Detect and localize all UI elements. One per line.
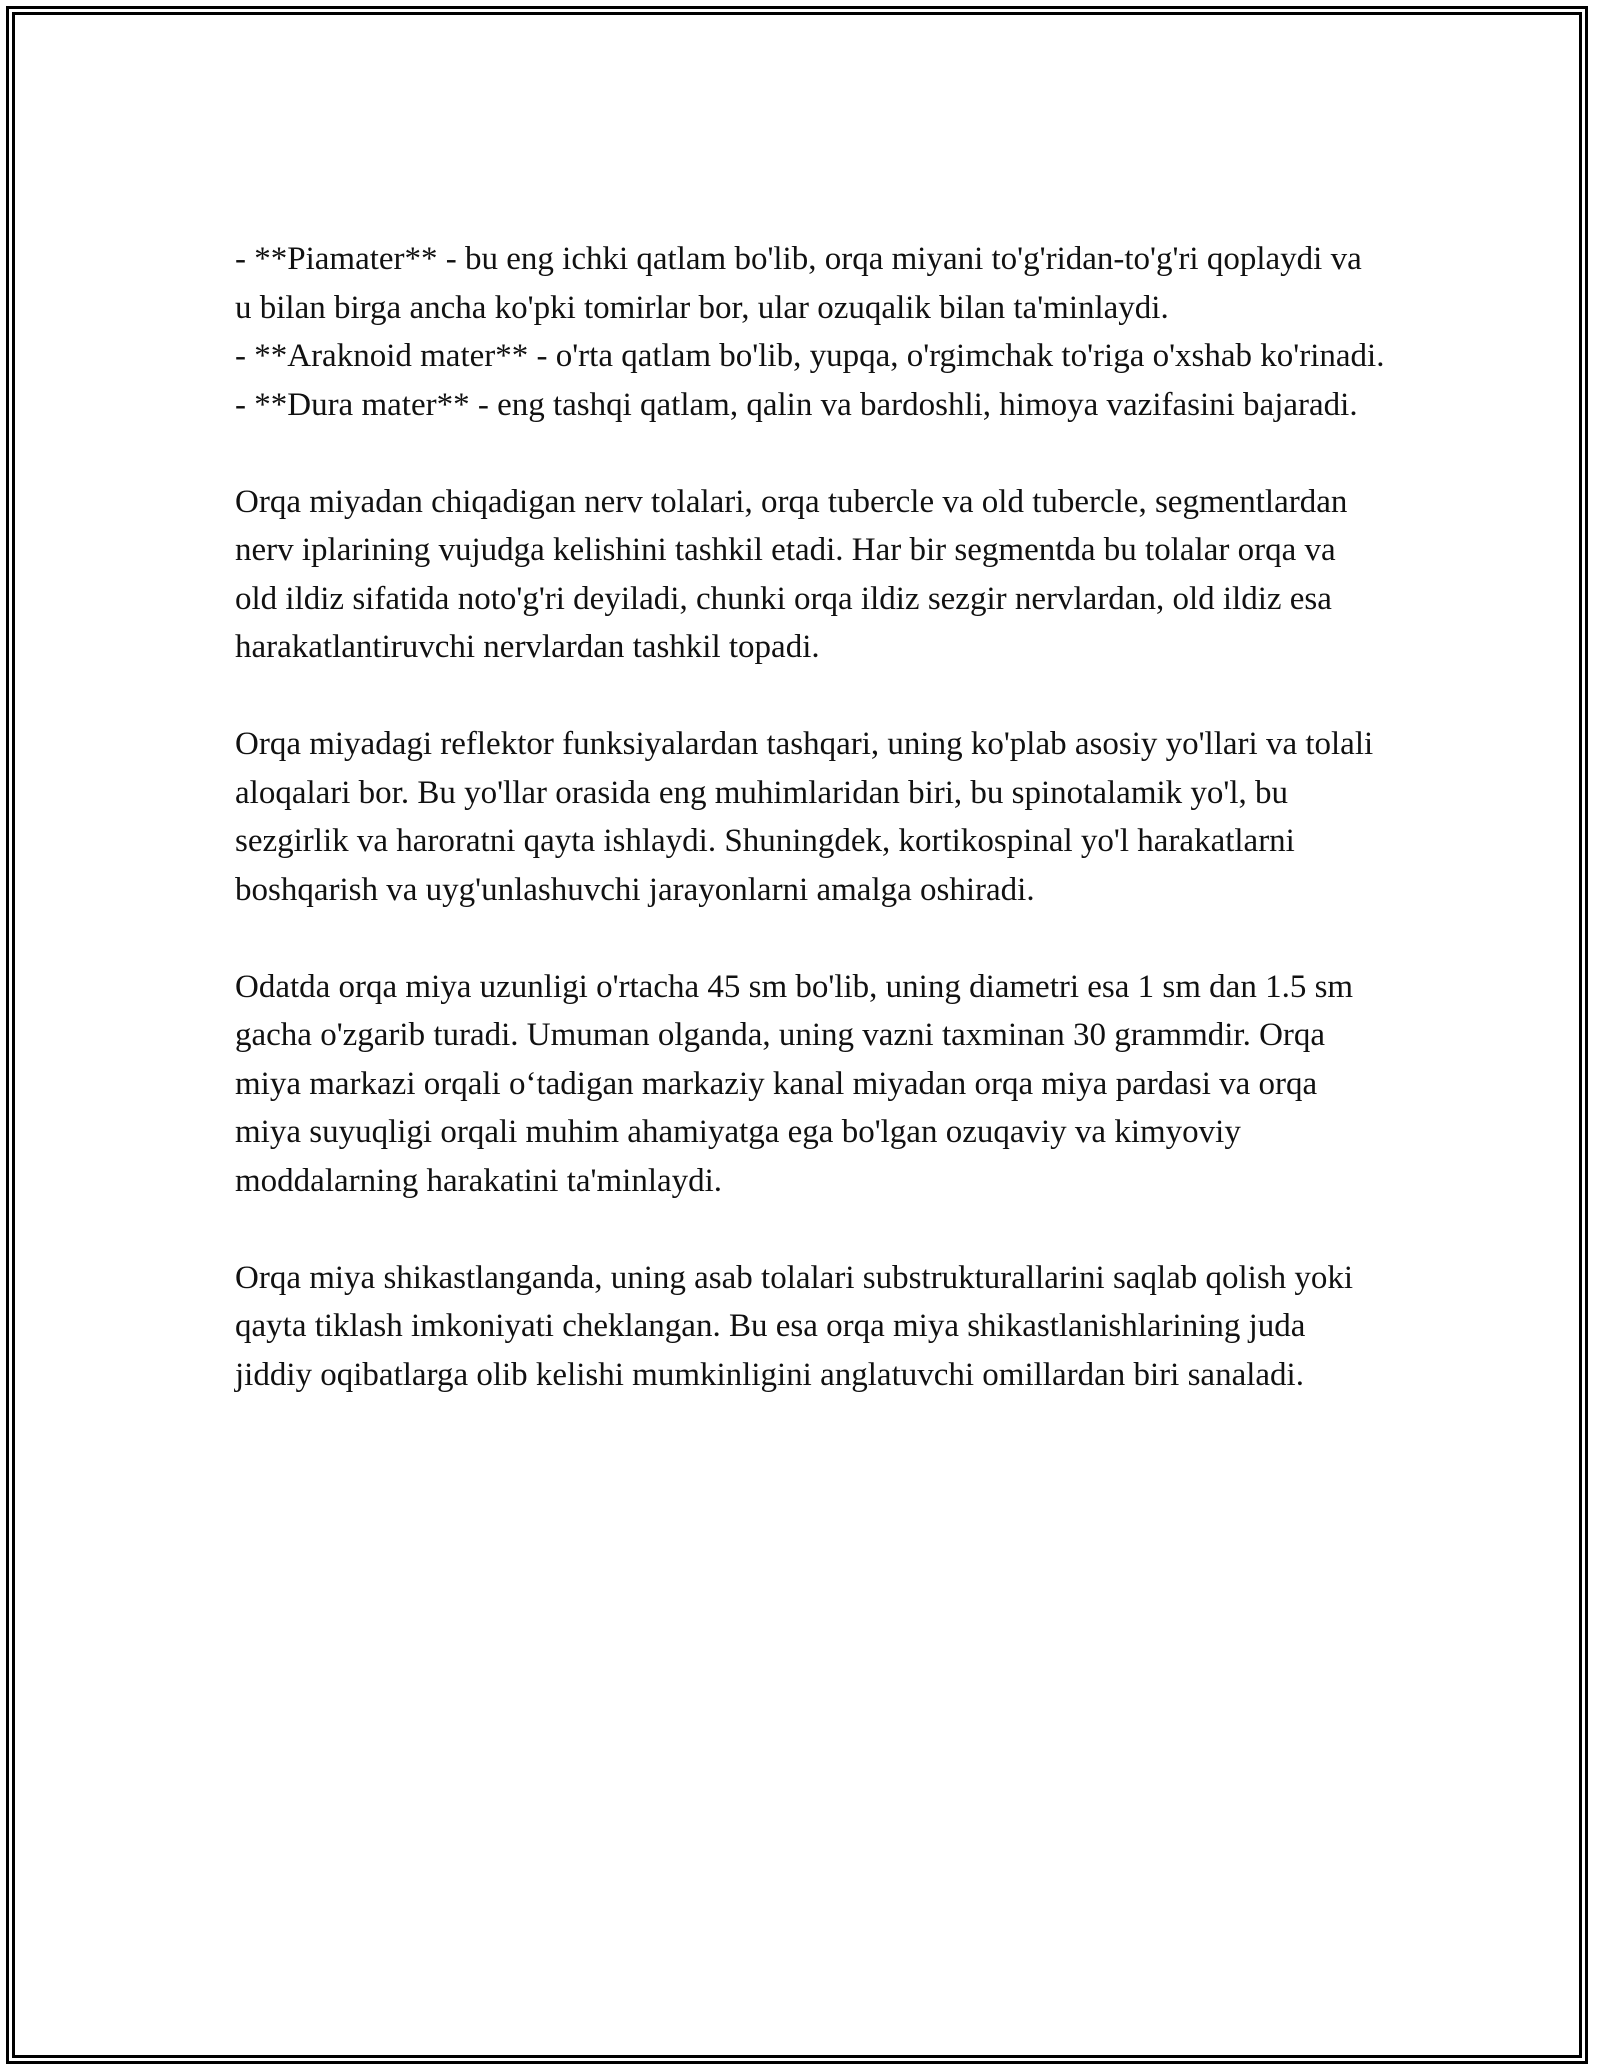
document-body	[235, 235, 1385, 1448]
paragraph-injury: Orqa miya shikastlanganda, uning asab tolalari substrukturallarini saqlab qolish yoki qayta tiklash imkoniyati cheklangan. Bu esa orqa miya shikastlanishlarining juda jiddiy oqibatlarga olib kelishi mumkinligini anglatuvchi omillardan biri sanaladi.	[235, 1259, 1354, 1393]
bullet-piamater: - **Piamater** - bu eng ichki qatlam bo'lib, orqa miyani to'g'ridan-to'g'ri qoplaydi va u bilan birga ancha ko'pki tomirlar bor, ular ozuqalik bilan ta'minlaydi.	[235, 241, 1362, 326]
paragraph-pathways: Orqa miyadagi reflektor funksiyalardan tashqari, uning ko'plab asosiy yo'llari va tolali aloqalari bor. Bu yo'llar orasida eng muhimlaridan biri, bu spinotalamik yo'l, bu sezgirlik va haroratni qayta ishlaydi. Shuningdek, kortikospinal yo'l harakatlarni boshqarish va uyg'unlashuvchi jarayonlarni amalga oshiradi.	[235, 726, 1374, 908]
bullet-araknoid-mater: - **Araknoid mater** - o'rta qatlam bo'lib, yupqa, o'rgimchak to'riga o'xshab ko'rinadi.	[235, 338, 1385, 374]
bullet-dura-mater: - **Dura mater** - eng tashqi qatlam, qalin va bardoshli, himoya vazifasini bajaradi.	[235, 386, 1358, 423]
paragraph-nerve-roots: Orqa miyadan chiqadigan nerv tolalari, orqa tubercle va old tubercle, segmentlardan nerv iplarining vujudga kelishini tashkil etadi. Har bir segmentda bu tolalar orqa va old ildiz sifatida noto'g'ri deyiladi, chunki orqa ildiz sezgir nervlardan, old ildiz esa harakatlantiruvchi nervlardan tashkil topadi.	[235, 483, 1348, 665]
paragraph-dimensions: Odatda orqa miya uzunligi o'rtacha 45 sm bo'lib, uning diametri esa 1 sm dan 1.5 sm gacha o'zgarib turadi. Umuman olganda, uning vazni taxminan 30 grammdir. Orqa miya markazi orqali o‘tadigan markaziy kanal miyadan orqa miya pardasi va orqa miya suyuqligi orqali muhim ahamiyatga ega bo'lgan ozuqaviy va kimyoviy moddalarning harakatini ta'minlaydi.	[235, 968, 1354, 1199]
meninges-list	[235, 235, 1385, 429]
